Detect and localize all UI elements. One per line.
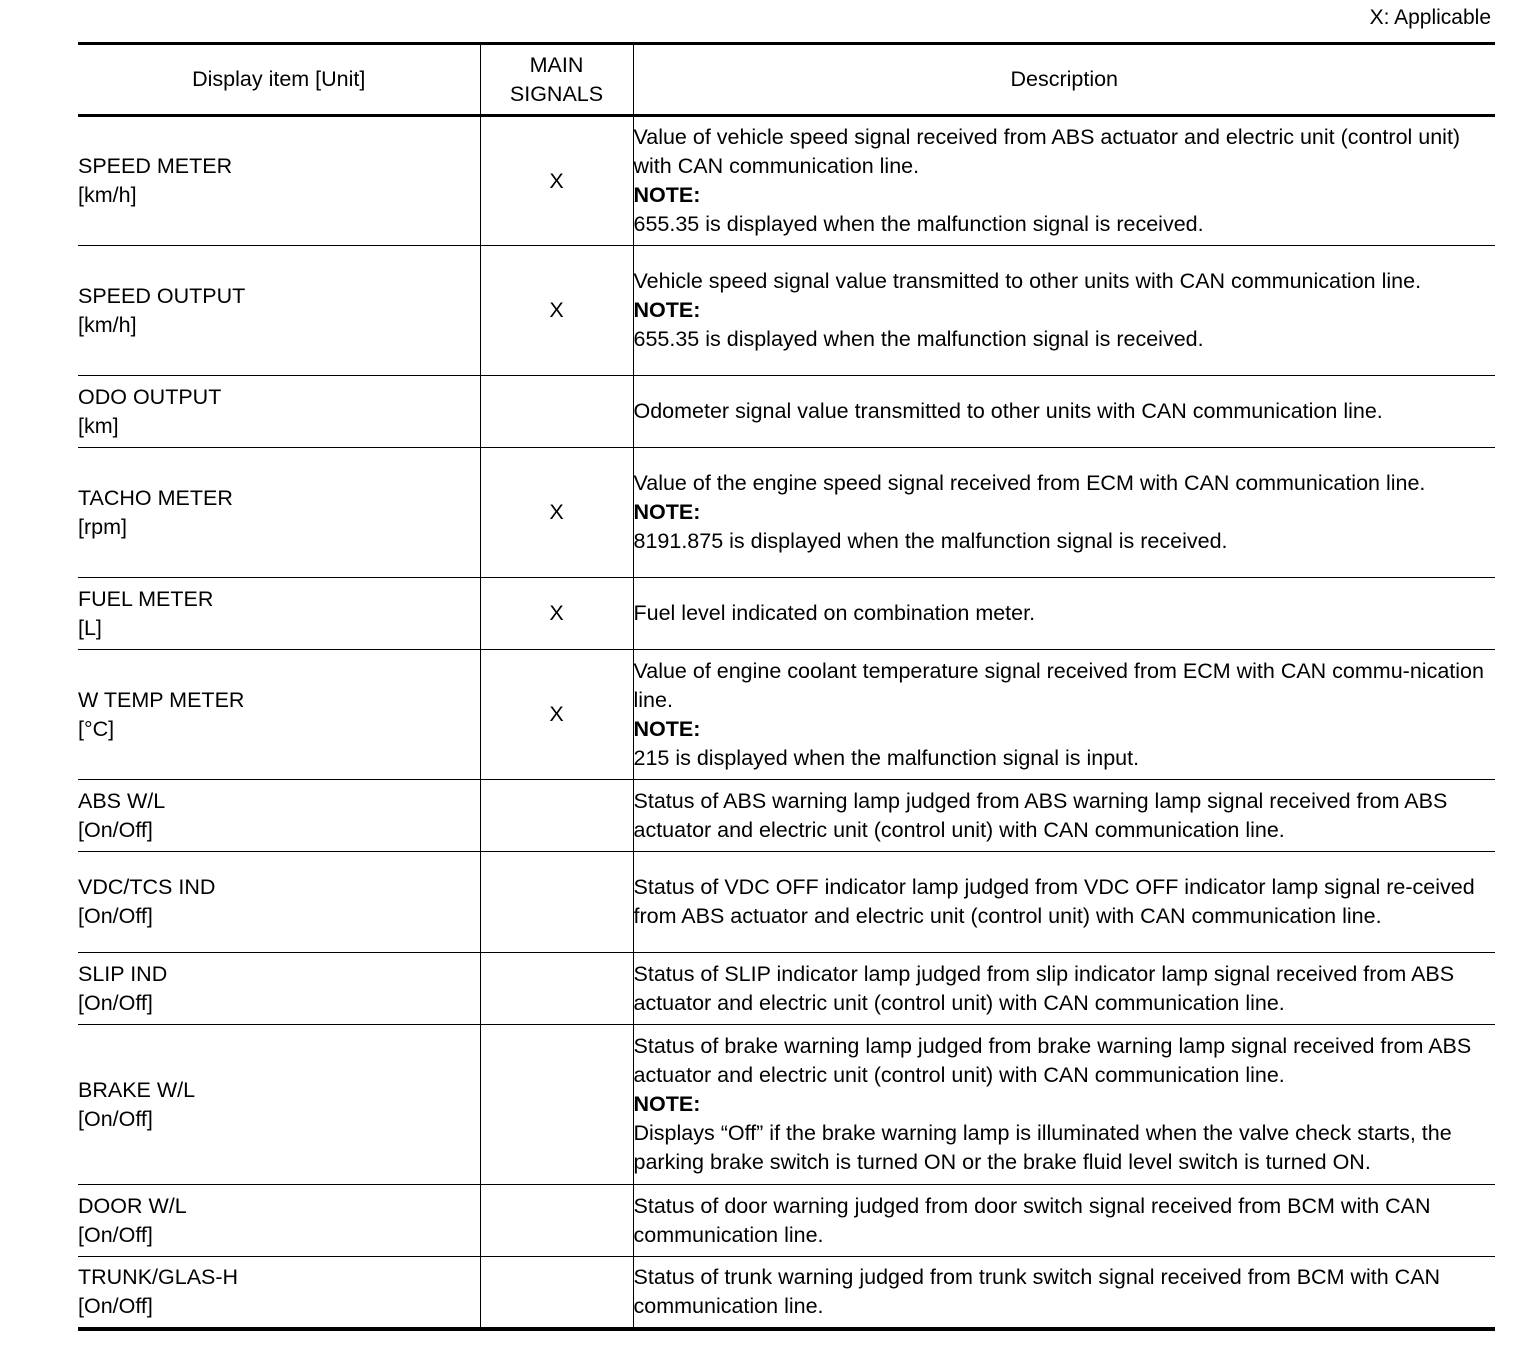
display-item-cell — [78, 116, 480, 246]
main-signal-cell — [480, 1025, 633, 1185]
description-cell — [633, 953, 1495, 1025]
note-label: NOTE: — [633, 716, 701, 741]
table-row — [78, 953, 1495, 1025]
description-cell — [633, 1257, 1495, 1329]
note-text: 8191.875 is displayed when the malfunction signal is received. — [633, 529, 1228, 553]
description-cell — [633, 1185, 1495, 1257]
table-row — [78, 376, 1495, 448]
description-cell — [633, 246, 1495, 376]
item-unit: [km/h] — [78, 183, 137, 207]
table-row — [78, 578, 1495, 650]
item-unit: [On/Off] — [78, 1293, 153, 1318]
item-unit: [km] — [78, 413, 119, 438]
description-text: Vehicle speed signal value transmitted to other units with CAN communication line. — [633, 269, 1422, 293]
item-unit: [rpm] — [78, 514, 127, 539]
display-item-cell — [78, 1025, 480, 1185]
item-name: TACHO METER — [78, 485, 233, 510]
item-unit: [On/Off] — [78, 817, 153, 842]
item-name: DOOR W/L — [78, 1193, 187, 1218]
description-cell — [633, 116, 1495, 246]
item-unit: [km/h] — [78, 312, 137, 337]
header-display-item: Display item [Unit] — [78, 44, 480, 116]
item-unit: [On/Off] — [78, 990, 153, 1015]
display-item-cell — [78, 1185, 480, 1257]
item-name: TRUNK/GLAS-H — [78, 1264, 239, 1289]
main-signal-cell: X — [480, 448, 633, 578]
display-item-table — [78, 42, 1495, 1331]
table-row — [78, 448, 1495, 578]
table-row — [78, 1185, 1495, 1257]
description-text: Status of brake warning lamp judged from brake warning lamp signal received from ABS actuator and electric unit (control unit) with CAN communication line. — [633, 1034, 1472, 1087]
description-text: Status of SLIP indicator lamp judged from slip indicator lamp signal received from ABS actuator and electric unit (control unit) with CAN communication line. — [633, 961, 1455, 1015]
header-main-line2: SIGNALS — [509, 81, 604, 106]
description-text: Value of engine coolant temperature signal received from ECM with CAN commu-nication line. — [633, 658, 1484, 712]
main-signal-cell — [480, 780, 633, 852]
item-name: VDC/TCS IND — [78, 875, 216, 899]
main-signal-cell — [480, 953, 633, 1025]
note-text: 655.35 is displayed when the malfunction signal is received. — [633, 327, 1204, 351]
display-item-cell — [78, 448, 480, 578]
item-unit: [On/Off] — [78, 1106, 153, 1131]
table-row — [78, 780, 1495, 852]
main-signal-cell — [480, 1257, 633, 1329]
description-cell — [633, 650, 1495, 780]
description-cell — [633, 448, 1495, 578]
table-row — [78, 1257, 1495, 1329]
note-label: NOTE: — [633, 183, 701, 207]
description-cell — [633, 780, 1495, 852]
main-signal-cell: X — [480, 578, 633, 650]
table-row — [78, 852, 1495, 953]
display-item-cell — [78, 578, 480, 650]
item-name: SPEED OUTPUT — [78, 283, 246, 308]
description-text: Value of vehicle speed signal received from ABS actuator and electric unit (control unit) with CAN communication line. — [633, 125, 1461, 178]
applicable-legend: X: Applicable — [1369, 6, 1491, 29]
description-text: Value of the engine speed signal received from ECM with CAN communication line. — [633, 471, 1426, 495]
item-unit: [On/Off] — [78, 904, 153, 928]
description-cell — [633, 578, 1495, 650]
description-text: Status of door warning judged from door switch signal received from BCM with CAN communication line. — [633, 1193, 1431, 1247]
item-name: BRAKE W/L — [78, 1077, 196, 1102]
item-unit: [L] — [78, 615, 102, 640]
note-text: 655.35 is displayed when the malfunction signal is received. — [633, 212, 1204, 236]
note-text: Displays “Off” if the brake warning lamp is illuminated when the valve check starts, the parking brake switch is turned ON or the brake fluid level switch is turned ON. — [633, 1121, 1452, 1174]
item-name: FUEL METER — [78, 586, 214, 611]
description-text: Status of VDC OFF indicator lamp judged from VDC OFF indicator lamp signal re-ceived from ABS actuator and electric unit (control unit) with CAN communication line. — [633, 875, 1475, 928]
header-main-signals — [480, 44, 633, 116]
table-row — [78, 246, 1495, 376]
table-header-row — [78, 44, 1495, 116]
main-signal-cell — [480, 1185, 633, 1257]
item-unit: [On/Off] — [78, 1222, 153, 1247]
display-item-cell — [78, 246, 480, 376]
description-text: Status of ABS warning lamp judged from ABS warning lamp signal received from ABS actuator and electric unit (control unit) with CAN communication line. — [633, 788, 1448, 842]
main-signal-cell: X — [480, 246, 633, 376]
header-main-line1: MAIN — [529, 52, 584, 77]
item-name: SPEED METER — [78, 154, 233, 178]
note-label: NOTE: — [633, 298, 701, 322]
display-item-cell — [78, 376, 480, 448]
display-item-cell — [78, 650, 480, 780]
item-name: W TEMP METER — [78, 687, 245, 712]
table-row — [78, 116, 1495, 246]
header-description: Description — [633, 44, 1495, 116]
note-label: NOTE: — [633, 500, 701, 524]
description-text: Odometer signal value transmitted to other units with CAN communication line. — [633, 399, 1383, 423]
main-signal-cell — [480, 852, 633, 953]
main-signal-cell: X — [480, 650, 633, 780]
display-item-cell — [78, 780, 480, 852]
main-signal-cell — [480, 376, 633, 448]
note-label: NOTE: — [633, 1092, 701, 1116]
description-cell — [633, 376, 1495, 448]
table-row — [78, 1025, 1495, 1185]
display-item-cell — [78, 1257, 480, 1329]
item-name: ABS W/L — [78, 788, 166, 813]
display-item-cell — [78, 953, 480, 1025]
description-text: Fuel level indicated on combination meter. — [633, 601, 1036, 625]
display-item-cell — [78, 852, 480, 953]
main-signal-cell: X — [480, 116, 633, 246]
description-text: Status of trunk warning judged from trunk switch signal received from BCM with CAN communication line. — [633, 1264, 1441, 1318]
item-name: SLIP IND — [78, 961, 168, 986]
table-row — [78, 650, 1495, 780]
item-unit: [°C] — [78, 716, 115, 741]
description-cell — [633, 852, 1495, 953]
description-cell — [633, 1025, 1495, 1185]
note-text: 215 is displayed when the malfunction signal is input. — [633, 745, 1140, 770]
item-name: ODO OUTPUT — [78, 384, 222, 409]
